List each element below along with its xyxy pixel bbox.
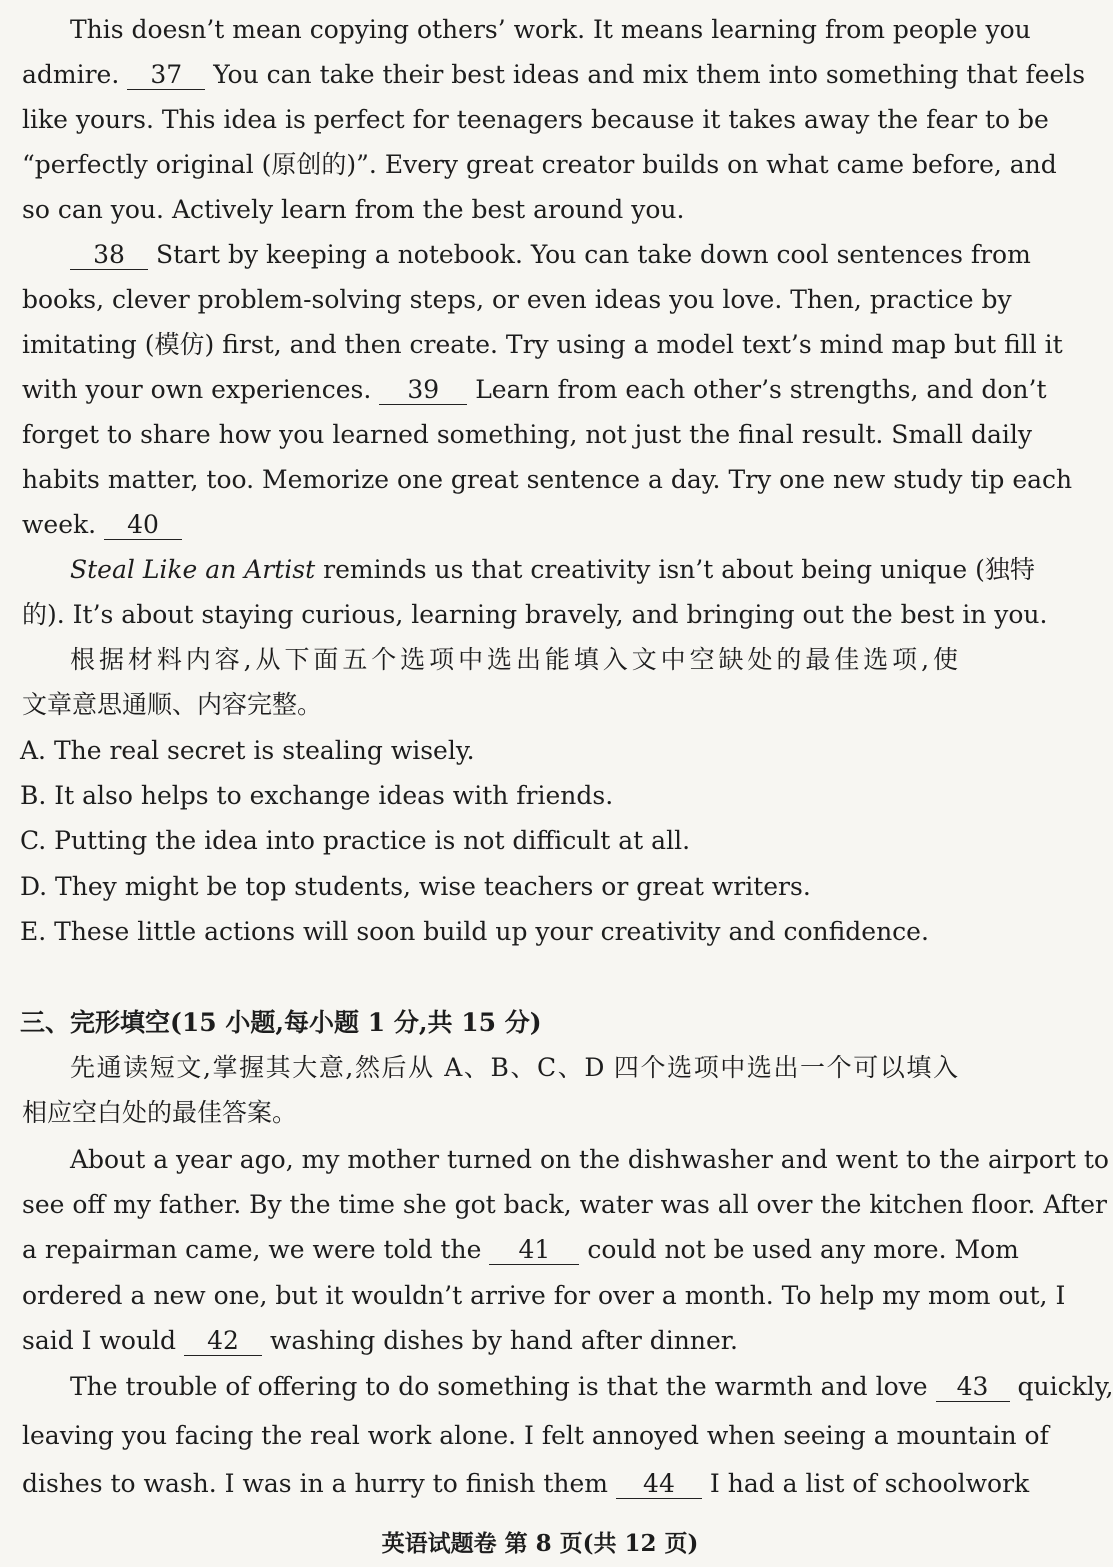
option-e: E. These little actions will soon build up your creativity and confidence. — [20, 917, 929, 946]
passage-line: said I would 42 washing dishes by hand after dinner. — [22, 1326, 738, 1355]
blank-41[interactable]: 41 — [489, 1236, 579, 1265]
passage-line: 的). It’s about staying curious, learning bravely, and bringing out the best in you. — [22, 600, 1048, 629]
passage-line: see off my father. By the time she got back, water was all over the kitchen floor. After — [22, 1190, 1107, 1219]
passage-line: leaving you facing the real work alone. I felt annoyed when seeing a mountain of — [22, 1421, 1049, 1450]
passage-line: admire. 37 You can take their best ideas and mix them into something that feels — [22, 60, 1086, 89]
blank-43[interactable]: 43 — [936, 1373, 1010, 1402]
passage-line: About a year ago, my mother turned on the dishwasher and went to the airport to — [70, 1145, 1109, 1174]
passage-line: Steal Like an Artist reminds us that creativity isn’t about being unique (独特 — [70, 555, 1035, 584]
option-c: C. Putting the idea into practice is not difficult at all. — [20, 826, 691, 855]
passage-line: “perfectly original (原创的)”. Every great creator builds on what came before, and — [22, 150, 1057, 179]
blank-44[interactable]: 44 — [616, 1470, 702, 1499]
passage-line: forget to share how you learned something, not just the final result. Small daily — [22, 420, 1032, 449]
instruction-line: 文章意思通顺、内容完整。 — [22, 690, 323, 719]
instruction-line: 根据材料内容,从下面五个选项中选出能填入文中空缺处的最佳选项,使 — [70, 645, 958, 674]
passage-line: This doesn’t mean copying others’ work. It means learning from people you — [70, 15, 1031, 44]
blank-39[interactable]: 39 — [379, 376, 467, 405]
passage-line: with your own experiences. 39 Learn from each other’s strengths, and don’t — [22, 375, 1047, 404]
page-footer: 英语试题卷 第 8 页(共 12 页) — [381, 1530, 699, 1557]
passage-line: books, clever problem-solving steps, or even ideas you love. Then, practice by — [22, 285, 1012, 314]
passage-line: week. 40 — [22, 508, 958, 542]
passage-line: ordered a new one, but it wouldn’t arrive for over a month. To help my mom out, I — [22, 1281, 1066, 1310]
blank-42[interactable]: 42 — [184, 1327, 262, 1356]
passage-line: habits matter, too. Memorize one great sentence a day. Try one new study tip each — [22, 465, 1073, 494]
option-d: D. They might be top students, wise teachers or great writers. — [20, 872, 811, 901]
blank-37[interactable]: 37 — [127, 61, 205, 90]
passage-line: imitating (模仿) first, and then create. Try using a model text’s mind map but fill it — [22, 330, 1063, 359]
instruction-line: 相应空白处的最佳答案。 — [22, 1098, 298, 1127]
book-title: Steal Like an Artist — [70, 555, 316, 584]
blank-40[interactable]: 40 — [104, 511, 182, 540]
passage-line: so can you. Actively learn from the best around you. — [22, 195, 685, 224]
passage-line: like yours. This idea is perfect for teenagers because it takes away the fear to be — [22, 105, 1049, 134]
passage-line: 38 Start by keeping a notebook. You can take down cool sentences from — [70, 238, 958, 272]
passage-line: a repairman came, we were told the 41 could not be used any more. Mom — [22, 1235, 1019, 1264]
instruction-line: 先通读短文,掌握其大意,然后从 A、B、C、D 四个选项中选出一个可以填入 — [70, 1053, 958, 1082]
blank-38[interactable]: 38 — [70, 241, 148, 270]
option-b: B. It also helps to exchange ideas with friends. — [20, 781, 614, 810]
option-a: A. The real secret is stealing wisely. — [20, 736, 475, 765]
section-heading: 三、完形填空(15 小题,每小题 1 分,共 15 分) — [20, 1008, 542, 1037]
passage-line: The trouble of offering to do something is that the warmth and love 43 quickly, — [70, 1372, 1113, 1401]
passage-line: dishes to wash. I was in a hurry to finish them 44 I had a list of schoolwork — [22, 1469, 1030, 1498]
